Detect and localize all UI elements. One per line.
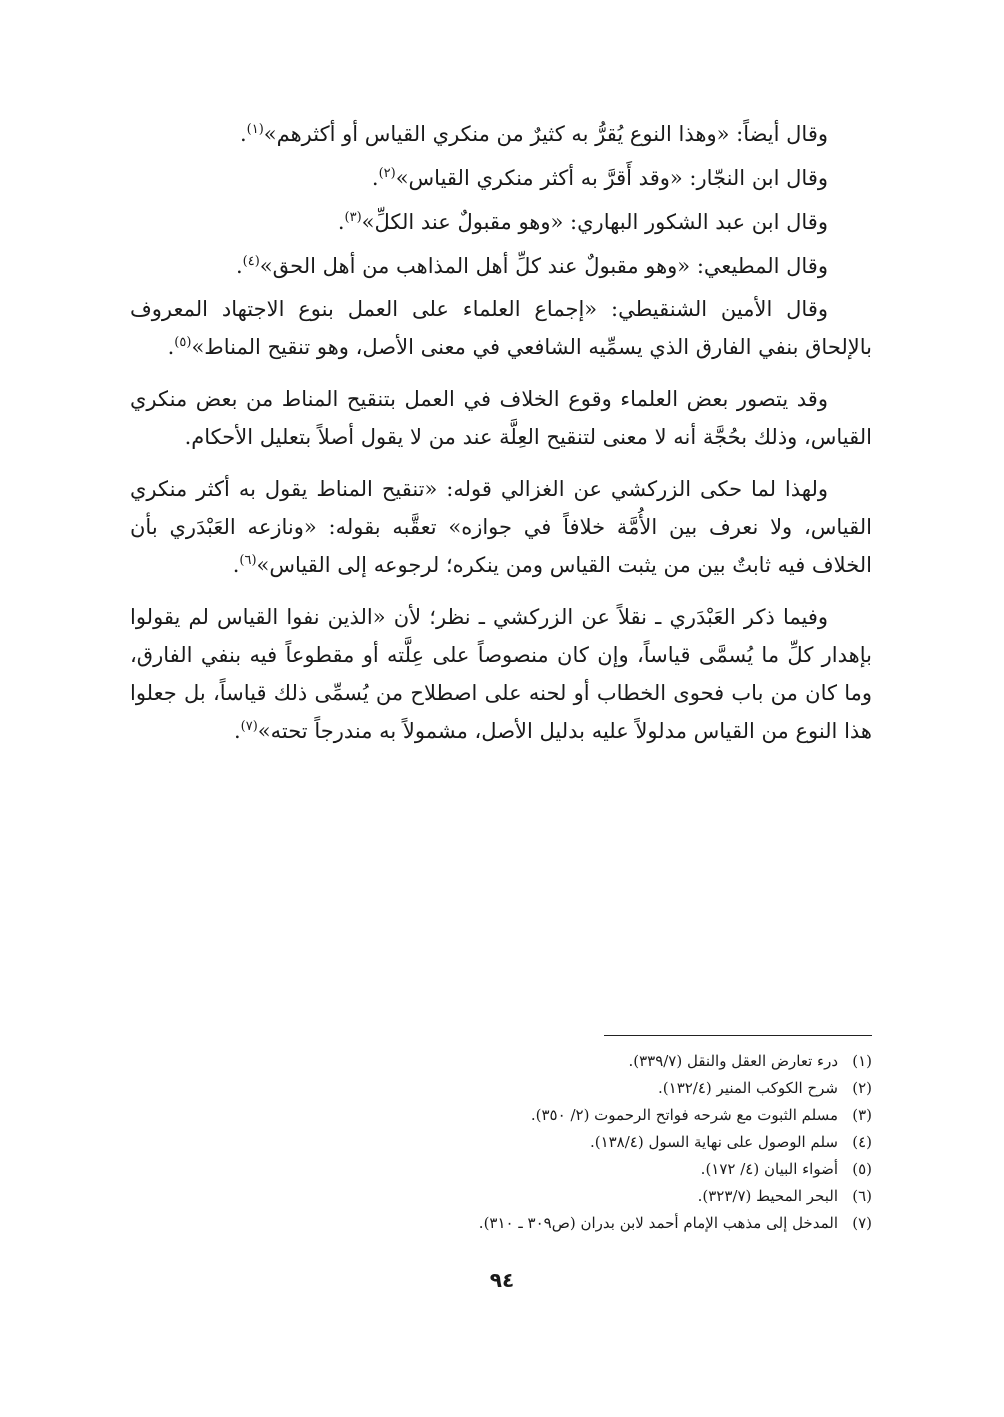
- line-end: .: [233, 719, 241, 743]
- page-body: [130, 112, 872, 764]
- paragraph-text: وقد يتصور بعض العلماء وقوع الخلاف في العمل بتنقيح المناط من بعض منكري القياس، وذلك بحُجَّة أنه لا معنى لتنقيح العِلَّة عند من لا يقول أصلاً بتعليل الأحكام.: [130, 387, 872, 449]
- footnote-item: [272, 1075, 872, 1102]
- paragraph: [130, 598, 872, 750]
- paragraph-text: وقال الأمين الشنقيطي: «إجماع العلماء على العمل بنوع الاجتهاد المعروف بالإلحاق بنفي الفارق الذي يسمِّيه الشافعي في معنى الأصل، وهو تنقيح المناط»: [130, 297, 872, 359]
- quote-line: [130, 156, 872, 200]
- line-end: .: [371, 166, 379, 190]
- quote-text: وقال ابن عبد الشكور البهاري: «وهو مقبولٌ عند الكلِّ»: [361, 210, 828, 234]
- footnote-ref[interactable]: (١): [246, 122, 264, 137]
- footnote-ref[interactable]: (٥): [174, 335, 192, 350]
- footnote-number: (٢): [852, 1079, 872, 1097]
- footnote-text: شرح الكوكب المنير (١٣٢/٤).: [658, 1079, 838, 1097]
- paragraph-text: وفيما ذكر العَبْدَري ـ نقلاً عن الزركشي ـ نظر؛ لأن «الذين نفوا القياس لم يقولوا بإهدار كلِّ ما يُسمَّى قياساً، وإن كان منصوصاً على عِلَّته أو مقطوعاً فيه بنفي الفارق، وما كان من باب فحوى الخطاب أو لحنه على اصطلاح من يُسمِّى ذلك قياساً، بل جعلوا هذا النوع من القياس مدلولاً عليه بدليل الأصل، مشمولاً به مندرجاً تحته»: [130, 605, 872, 743]
- footnote-ref[interactable]: (٢): [378, 166, 396, 181]
- footnote-text: البحر المحيط (٣٢٣/٧).: [697, 1187, 838, 1205]
- footnote-item: [272, 1183, 872, 1210]
- footnote-text: المدخل إلى مذهب الإمام أحمد لابن بدران (ص٣٠٩ ـ ٣١٠).: [478, 1214, 838, 1232]
- quote-line: [130, 244, 872, 288]
- quote-text: وقال ابن النجّار: «وقد أَقرَّ به أكثر منكري القياس»: [395, 166, 828, 190]
- quote-text: وقال المطيعي: «وهو مقبولٌ عند كلِّ أهل المذاهب من أهل الحق»: [259, 254, 828, 278]
- quote-text: وقال أيضاً: «وهذا النوع يُقرُّ به كثيرٌ من منكري القياس أو أكثرهم»: [263, 122, 828, 146]
- footnote-item: [272, 1129, 872, 1156]
- quote-line: [130, 200, 872, 244]
- footnote-number: (٤): [852, 1133, 872, 1151]
- quote-line: [130, 112, 872, 156]
- line-end: .: [167, 335, 175, 359]
- footnote-ref[interactable]: (٣): [344, 210, 362, 225]
- paragraph: [130, 290, 872, 366]
- footnote-item: [272, 1102, 872, 1129]
- footnote-separator: [604, 1035, 872, 1036]
- footnote-number: (٦): [852, 1187, 872, 1205]
- line-end: .: [239, 122, 247, 146]
- footnote-item: [272, 1210, 872, 1237]
- line-end: .: [337, 210, 345, 234]
- footnote-number: (٣): [852, 1106, 872, 1124]
- footnote-text: أضواء البيان (٤/ ١٧٢).: [700, 1160, 838, 1178]
- footnote-ref[interactable]: (٤): [242, 254, 260, 269]
- footnote-text: سلم الوصول على نهاية السول (١٣٨/٤).: [589, 1133, 838, 1151]
- quote-lines: [130, 112, 872, 288]
- footnote-number: (١): [852, 1052, 872, 1070]
- footnote-text: درء تعارض العقل والنقل (٣٣٩/٧).: [628, 1052, 838, 1070]
- footnote-item: [272, 1048, 872, 1075]
- footnote-item: [272, 1156, 872, 1183]
- footnote-ref[interactable]: (٦): [239, 553, 257, 568]
- footnote-ref[interactable]: (٧): [240, 719, 258, 734]
- page-number: ٩٤: [489, 1268, 515, 1292]
- line-end: .: [235, 254, 243, 278]
- footnote-number: (٧): [852, 1214, 872, 1232]
- line-end: .: [232, 553, 240, 577]
- paragraph-text: ولهذا لما حكى الزركشي عن الغزالي قوله: «تنقيح المناط يقول به أكثر منكري القياس، ولا نعرف بين الأُمَّة خلافاً في جوازه» تعقَّبه بقوله: «ونازعه العَبْدَري بأن الخلاف فيه ثابتٌ بين من يثبت القياس ومن ينكره؛ لرجوعه إلى القياس»: [130, 477, 872, 577]
- footnote-text: مسلم الثبوت مع شرحه فواتح الرحموت (٢/ ٣٥٠).: [530, 1106, 838, 1124]
- paragraph: [130, 380, 872, 456]
- footnotes-list: [272, 1048, 872, 1237]
- paragraph: [130, 470, 872, 584]
- footnote-number: (٥): [852, 1160, 872, 1178]
